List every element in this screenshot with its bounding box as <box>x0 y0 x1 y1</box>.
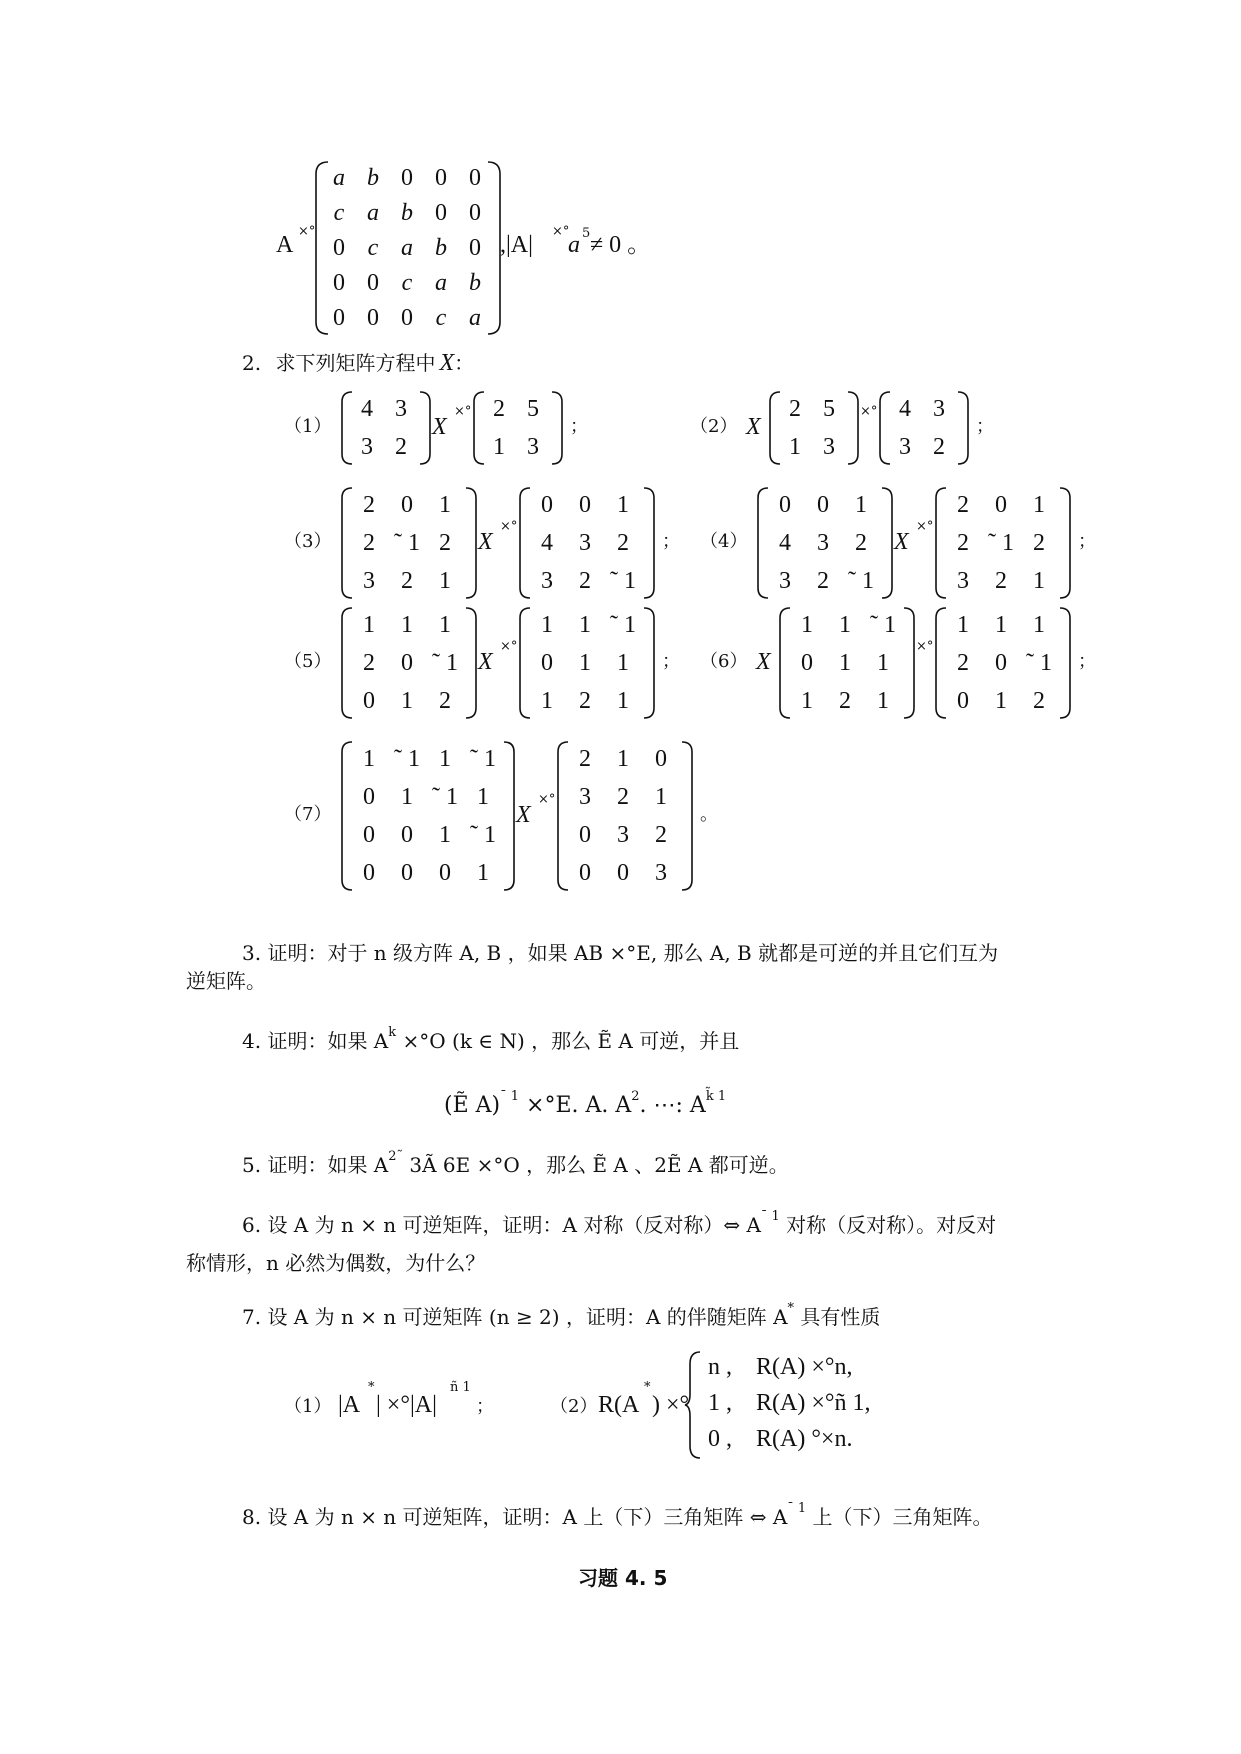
matrix-cell: 1 <box>1033 492 1045 518</box>
matrix-cell: 1 <box>877 688 889 714</box>
problem-6-line-2: 称情形，n 必然为偶数，为什么？ <box>186 1251 486 1275</box>
matrix-cell: 1 <box>855 492 867 518</box>
matrix-cell: a <box>401 234 413 261</box>
matrix-cell: 2 <box>439 688 451 714</box>
p4-formula-last: k̃ 1 <box>705 1089 727 1104</box>
eq-glyph-2: ×° <box>552 224 570 239</box>
p7-eq2: R(A <box>598 1392 640 1418</box>
eq-lhs: A <box>276 232 294 258</box>
p4-formula-sq: 2 <box>631 1089 640 1104</box>
matrix-cell: 0 <box>995 650 1007 676</box>
matrix-left <box>778 390 846 466</box>
matrix-cell: ˜ 1 <box>988 530 1014 556</box>
matrix-left-right-bracket <box>902 606 916 720</box>
problem-4-formula <box>444 1084 726 1119</box>
p6-sup: ˉ 1 <box>760 1209 780 1224</box>
var-x: X <box>746 414 761 440</box>
p7-label-2: （2） <box>550 1396 598 1417</box>
case-condition: R(A) ×°n, <box>756 1354 853 1380</box>
matrix-cell: 2 <box>655 822 667 848</box>
matrix-right <box>482 390 550 466</box>
var-x: X <box>516 802 531 828</box>
matrix-cell: 1 <box>401 784 413 810</box>
matrix-cell: 2 <box>995 568 1007 594</box>
matrix-cell: 1 <box>401 688 413 714</box>
matrix-cell: ˜ 1 <box>432 784 458 810</box>
matrix-cell: 1 <box>477 860 489 886</box>
var-x: X <box>478 529 493 555</box>
matrix-cell: 1 <box>493 434 505 460</box>
matrix-cell: 2 <box>1033 530 1045 556</box>
matrix-cell: c <box>401 270 413 297</box>
matrix-cell: 1 <box>477 784 489 810</box>
matrix-cell: 0 <box>817 492 829 518</box>
matrix-cell: 4 <box>361 396 373 422</box>
matrix-right <box>944 486 1058 600</box>
matrix-cell: 0 <box>469 199 481 226</box>
p5-text-b: 3Ã 6E ×°O ，那么 Ẽ A 、2Ẽ A 都可逆。 <box>403 1153 789 1177</box>
tail: ≠ 0 。 <box>590 232 652 258</box>
equation-label: （5） <box>284 651 332 672</box>
p7-star: * <box>787 1301 795 1316</box>
problem-5 <box>242 1144 789 1178</box>
equation-label: （1） <box>284 416 332 437</box>
matrix-cell: 0 <box>579 822 591 848</box>
matrix-cell: 1 <box>363 612 375 638</box>
matrix-cell: 0 <box>439 860 451 886</box>
matrix-cell: a <box>469 305 481 332</box>
matrix-cell: 0 <box>363 822 375 848</box>
equation-label: （2） <box>690 416 738 437</box>
matrix-cell: 2 <box>957 530 969 556</box>
det-text: ,|A| <box>500 232 533 258</box>
matrix-cell: 1 <box>839 612 851 638</box>
equation-end: 。 <box>700 804 718 825</box>
matrix-cell: 2 <box>957 650 969 676</box>
p4-text-b: ×°O (k ∈ N) ，那么 Ẽ A 可逆，并且 <box>396 1029 740 1053</box>
matrix-cell: 1 <box>877 650 889 676</box>
p8-text-b: 上（下）三角矩阵。 <box>806 1505 993 1529</box>
matrix-cell: 0 <box>469 234 481 261</box>
matrix-cell: 0 <box>363 688 375 714</box>
matrix-cell: 0 <box>401 860 413 886</box>
matrix-cell: ˜ 1 <box>848 568 874 594</box>
p7-eq1a: |A <box>338 1392 361 1418</box>
matrix-right <box>528 486 642 600</box>
matrix-cell: 2 <box>579 746 591 772</box>
matrix-cell: 3 <box>817 530 829 556</box>
equation-end: ； <box>976 416 994 437</box>
matrix-cell: 0 <box>957 688 969 714</box>
equation-end: ； <box>662 531 680 552</box>
matrix-cell: 0 <box>401 822 413 848</box>
matrix-cell: 0 <box>401 305 413 332</box>
matrix-left-right-bracket <box>846 390 860 466</box>
p4-formula-sup: ˉ 1 <box>500 1089 520 1104</box>
matrix-cell: 3 <box>617 822 629 848</box>
matrix-cell: 1 <box>617 650 629 676</box>
matrix-left <box>788 606 902 720</box>
matrix-cell: ˜ 1 <box>610 568 636 594</box>
matrix-cell: 0 <box>401 492 413 518</box>
matrix-cell: ˜ 1 <box>470 822 496 848</box>
matrix-cell: 1 <box>617 492 629 518</box>
p5-sup: 2˜ <box>388 1149 404 1164</box>
matrix-cell: 1 <box>439 492 451 518</box>
p6-text-b: 对称（反对称）。对反对 <box>779 1213 997 1237</box>
p7-eq2-star: * <box>644 1380 651 1395</box>
matrix-right-right-bracket <box>1058 606 1072 720</box>
matrix-cell: 1 <box>439 746 451 772</box>
matrix-cell: a <box>367 199 379 226</box>
matrix-cell: 2 <box>933 434 945 460</box>
matrix-left-right-bracket <box>464 606 478 720</box>
matrix-cell: 0 <box>655 746 667 772</box>
section-heading: 习题 4. 5 <box>578 1566 668 1590</box>
matrix-cell: 1 <box>439 822 451 848</box>
matrix-cell: 2 <box>839 688 851 714</box>
eq-glyph: ×° <box>860 404 878 419</box>
matrix-left-right-bracket <box>418 390 432 466</box>
eq-glyph: ×° <box>298 224 316 239</box>
eq-glyph: ×° <box>500 519 518 534</box>
matrix-left <box>350 606 464 720</box>
matrix-cell: 0 <box>367 270 379 297</box>
p4-formula: (Ẽ A) <box>444 1093 501 1118</box>
matrix-cell: 1 <box>801 612 813 638</box>
equation-end: ； <box>1078 651 1096 672</box>
matrix-left-right-bracket <box>464 486 478 600</box>
equation-end: ； <box>662 651 680 672</box>
matrix-cell: 3 <box>541 568 553 594</box>
matrix-cell: 3 <box>579 784 591 810</box>
problem-text: 求下列矩阵方程中 <box>275 351 436 375</box>
matrix-cell: 4 <box>899 396 911 422</box>
matrix-cell: 1 <box>617 688 629 714</box>
problem-number: 2. <box>242 351 262 375</box>
matrix-cell: 0 <box>363 784 375 810</box>
matrix-cell: ˜ 1 <box>1026 650 1052 676</box>
matrix-right-right-bracket <box>1058 486 1072 600</box>
matrix-cell: c <box>435 305 447 332</box>
matrix-cell: c <box>367 234 379 261</box>
matrix-cell: b <box>367 164 379 191</box>
matrix-cell: 1 <box>957 612 969 638</box>
matrix-cell: 0 <box>363 860 375 886</box>
matrix-cell: 2 <box>363 530 375 556</box>
matrix-right <box>528 606 642 720</box>
p4-formula-rest2: . ⋯: A <box>639 1093 706 1118</box>
matrix-cell: 0 <box>541 650 553 676</box>
p4-k: k <box>388 1025 397 1040</box>
matrix-left <box>766 486 880 600</box>
matrix-cell: 1 <box>363 746 375 772</box>
matrix-cell: 5 <box>823 396 835 422</box>
matrix-cell: 0 <box>333 305 345 332</box>
p8-sup: ˉ 1 <box>787 1501 807 1516</box>
problem-3-line-2: 逆矩阵。 <box>186 969 266 993</box>
matrix-cell: b <box>435 234 447 261</box>
case-value: 1 , <box>708 1390 732 1416</box>
matrix-5x5 <box>322 160 492 336</box>
problem-7-line-1 <box>242 1296 880 1330</box>
colon: ： <box>454 351 475 375</box>
eq-glyph: ×° <box>454 404 472 419</box>
p7-label-1: （1） <box>284 1396 332 1417</box>
var-x: X <box>432 414 447 440</box>
matrix-cell: 2 <box>1033 688 1045 714</box>
var-x: X <box>894 529 909 555</box>
var-x: X <box>478 649 493 675</box>
matrix-cell: 2 <box>579 688 591 714</box>
equation-label: （6） <box>700 651 748 672</box>
matrix-cell: 0 <box>469 164 481 191</box>
matrix-right <box>888 390 956 466</box>
matrix-right <box>566 740 680 892</box>
matrix-left-right-bracket <box>502 740 516 892</box>
matrix-cell: ˜ 1 <box>610 612 636 638</box>
problem-8 <box>242 1496 993 1530</box>
matrix-cell: 1 <box>1033 612 1045 638</box>
p7-text-b: 具有性质 <box>794 1305 881 1329</box>
matrix-cell: 0 <box>617 860 629 886</box>
p7-eq1-exp: ñ 1 <box>450 1380 471 1395</box>
equation-label: （4） <box>700 531 748 552</box>
case-condition: R(A) °×n. <box>756 1426 853 1452</box>
matrix-cell: 2 <box>957 492 969 518</box>
matrix-cell: 2 <box>789 396 801 422</box>
matrix-cell: 2 <box>401 568 413 594</box>
matrix-right <box>944 606 1058 720</box>
matrix-cell: 0 <box>435 199 447 226</box>
problem-4-line-1 <box>242 1020 739 1054</box>
eq-glyph: ×° <box>538 792 556 807</box>
matrix-cell: 3 <box>579 530 591 556</box>
matrix-cell: ˜ 1 <box>870 612 896 638</box>
case-value: 0 , <box>708 1426 732 1452</box>
case-condition: R(A) ×°ñ 1, <box>756 1390 871 1416</box>
equation-end: ； <box>1078 531 1096 552</box>
p5-text: 5. 证明：如果 A <box>242 1153 389 1177</box>
equation-label: （7） <box>284 804 332 825</box>
p6-text: 6. 设 A 为 n × n 可逆矩阵，证明：A 对称（反对称）⇔ A <box>242 1213 761 1237</box>
matrix-cell: 0 <box>579 492 591 518</box>
matrix-left <box>350 740 502 892</box>
matrix-right-right-bracket <box>956 390 970 466</box>
var-x: X <box>439 350 455 376</box>
var-x: X <box>756 649 771 675</box>
matrix-cell: 1 <box>839 650 851 676</box>
matrix-cell: 3 <box>527 434 539 460</box>
matrix-left-right-bracket <box>880 486 894 600</box>
eq-glyph: ×° <box>916 639 934 654</box>
p7-eq1-star: * <box>368 1380 375 1395</box>
rhs: a <box>568 232 580 258</box>
p8-text: 8. 设 A 为 n × n 可逆矩阵，证明：A 上（下）三角矩阵 ⇔ A <box>242 1505 788 1529</box>
rhs-exp: 5 <box>582 226 591 241</box>
matrix-right-right-bracket <box>642 486 656 600</box>
matrix-cell: 2 <box>363 650 375 676</box>
matrix-right-right-bracket <box>642 606 656 720</box>
matrix-cell: 1 <box>541 688 553 714</box>
matrix-cell: 0 <box>401 164 413 191</box>
matrix-cell: 1 <box>789 434 801 460</box>
case-value: n , <box>708 1354 732 1380</box>
matrix-cell: 1 <box>655 784 667 810</box>
matrix-cell: ˜ 1 <box>432 650 458 676</box>
matrix-cell: 4 <box>541 530 553 556</box>
matrix-cell: 0 <box>367 305 379 332</box>
matrix-cell: 1 <box>995 612 1007 638</box>
matrix-cell: 3 <box>899 434 911 460</box>
matrix-cell: 1 <box>801 688 813 714</box>
p4-formula-rest: ×°E. A. A <box>519 1093 632 1118</box>
matrix-cell: b <box>401 199 413 226</box>
matrix-cell: 1 <box>579 650 591 676</box>
matrix-cell: a <box>435 270 447 297</box>
problem-6-line-1 <box>242 1204 996 1238</box>
matrix-cell: 0 <box>333 270 345 297</box>
equation-end: ； <box>570 416 588 437</box>
matrix-cell: 1 <box>579 612 591 638</box>
matrix-right-right-bracket <box>680 740 694 892</box>
eq-glyph: ×° <box>916 519 934 534</box>
matrix-cell: ˜ 1 <box>394 530 420 556</box>
matrix-cell: 2 <box>817 568 829 594</box>
matrix-cell: 2 <box>617 784 629 810</box>
matrix-left <box>350 390 418 466</box>
matrix-cell: 1 <box>541 612 553 638</box>
matrix-cell: 0 <box>801 650 813 676</box>
matrix-cell: 2 <box>439 530 451 556</box>
matrix-cell: c <box>333 199 345 226</box>
problem-2-heading <box>242 350 474 376</box>
p7-eq1-end: ； <box>476 1396 494 1417</box>
matrix-cell: 3 <box>363 568 375 594</box>
matrix-cell: 2 <box>363 492 375 518</box>
matrix-cell: 1 <box>439 568 451 594</box>
matrix-cell: 1 <box>995 688 1007 714</box>
p4-text: 4. 证明：如果 A <box>242 1029 389 1053</box>
matrix-cell: 5 <box>527 396 539 422</box>
matrix-cell: 0 <box>579 860 591 886</box>
matrix-cell: 3 <box>779 568 791 594</box>
matrix-cell: 4 <box>779 530 791 556</box>
matrix-cell: 3 <box>823 434 835 460</box>
eq-glyph: ×° <box>500 639 518 654</box>
matrix-right-right-bracket <box>550 390 564 466</box>
matrix-cell: ˜ 1 <box>394 746 420 772</box>
matrix-cell: 0 <box>435 164 447 191</box>
matrix-cell: 2 <box>617 530 629 556</box>
problem-3-line-1: 3. 证明：对于 n 级方阵 A, B ，如果 AB ×°E, 那么 A, B 就都是可逆的并且它们互为 <box>242 941 999 965</box>
matrix-cell: 2 <box>395 434 407 460</box>
cases-brace <box>684 1350 702 1460</box>
equation-label: （3） <box>284 531 332 552</box>
matrix-cell: 3 <box>957 568 969 594</box>
matrix-cell: 1 <box>401 612 413 638</box>
matrix-cell: 0 <box>779 492 791 518</box>
matrix-cell: ˜ 1 <box>470 746 496 772</box>
matrix-cell: 0 <box>541 492 553 518</box>
matrix-cell: 3 <box>361 434 373 460</box>
matrix-cell: 2 <box>493 396 505 422</box>
p7-text: 7. 设 A 为 n × n 可逆矩阵 (n ≥ 2) ，证明：A 的伴随矩阵 A <box>242 1305 788 1329</box>
p7-eq1b: | ×°|A| <box>376 1392 437 1418</box>
matrix-cell: 3 <box>395 396 407 422</box>
matrix-cell: 0 <box>401 650 413 676</box>
matrix-cell: 2 <box>855 530 867 556</box>
matrix-cell: 0 <box>995 492 1007 518</box>
matrix-cell: 1 <box>617 746 629 772</box>
matrix-cell: 2 <box>579 568 591 594</box>
matrix-cell: 3 <box>933 396 945 422</box>
matrix-left <box>350 486 464 600</box>
matrix-cell: 3 <box>655 860 667 886</box>
matrix-cell: b <box>469 270 481 297</box>
p7-eq2b: ) ×° <box>652 1392 690 1418</box>
matrix-cell: 0 <box>333 234 345 261</box>
matrix-cell: a <box>333 164 345 191</box>
matrix-cell: 1 <box>439 612 451 638</box>
matrix-cell: 1 <box>1033 568 1045 594</box>
